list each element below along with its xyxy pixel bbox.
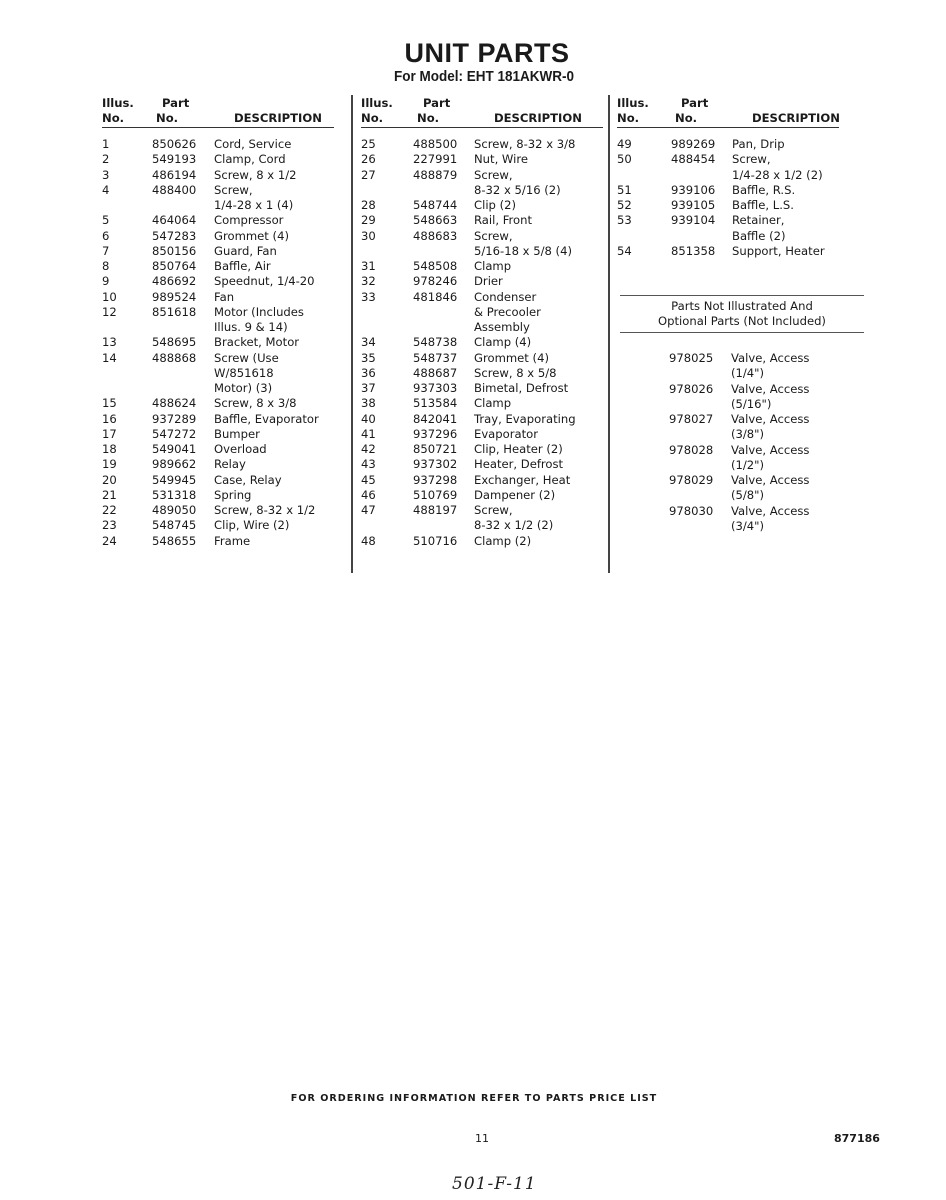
table-row xyxy=(102,412,334,427)
table-row xyxy=(102,457,334,472)
ordering-note: FOR ORDERING INFORMATION REFER TO PARTS PRICE LIST xyxy=(290,1093,658,1104)
illus-number: 3 xyxy=(102,167,110,182)
table-row xyxy=(361,259,603,274)
header-illus: Illus. xyxy=(617,96,649,110)
part-number: 549041 xyxy=(152,442,197,456)
part-description: & Precooler xyxy=(474,304,541,319)
illus-number: 32 xyxy=(361,274,376,289)
table-row xyxy=(361,473,603,488)
illus-number: 37 xyxy=(361,381,376,395)
table-row xyxy=(617,152,839,183)
table-row xyxy=(102,290,334,305)
part-description: Screw, 8 x 1/2 xyxy=(214,167,297,182)
part-number: 486194 xyxy=(152,167,197,182)
part-number: 548508 xyxy=(413,259,458,273)
header-part: Part xyxy=(423,96,451,110)
part-description: Support, Heater xyxy=(732,243,825,258)
column-divider xyxy=(608,95,610,573)
part-description: Condenser xyxy=(474,289,537,304)
illus-number: 4 xyxy=(102,182,110,197)
part-description: Relay xyxy=(214,457,246,472)
illus-number: 22 xyxy=(102,503,117,517)
header-part: Part xyxy=(162,96,190,110)
part-description: (5/8") xyxy=(731,488,765,503)
table-row xyxy=(361,412,603,427)
part-description: (3/4") xyxy=(731,518,765,533)
page-number: 11 xyxy=(475,1132,489,1145)
part-number: 486692 xyxy=(152,274,197,289)
illus-number: 46 xyxy=(361,487,376,502)
part-number: 548695 xyxy=(152,335,197,350)
part-number: 978026 xyxy=(669,381,714,396)
table-row xyxy=(361,274,603,289)
part-number: 549193 xyxy=(152,152,197,167)
part-number: 842041 xyxy=(413,411,458,426)
illus-number: 33 xyxy=(361,289,376,304)
table-row xyxy=(361,427,603,442)
part-number: 489050 xyxy=(152,503,197,517)
part-description: Motor) (3) xyxy=(214,381,273,395)
table-row xyxy=(361,457,603,472)
illus-number: 49 xyxy=(617,137,632,151)
heading-line: Parts Not Illustrated And xyxy=(671,299,813,313)
part-description: Valve, Access xyxy=(731,412,810,426)
illus-number: 24 xyxy=(102,533,117,548)
illus-number: 8 xyxy=(102,259,110,273)
illus-number: 19 xyxy=(102,457,117,472)
part-description: Assembly xyxy=(474,320,530,334)
part-description: Frame xyxy=(214,533,251,548)
part-number: 488500 xyxy=(413,137,458,151)
model-subtitle: For Model: EHT 181AKWR-0 xyxy=(393,68,574,85)
optional-parts-heading xyxy=(620,295,864,333)
illus-number: 1 xyxy=(102,137,110,151)
illus-number: 7 xyxy=(102,243,110,258)
table-row xyxy=(102,229,334,244)
part-description: Grommet (4) xyxy=(214,228,289,243)
illus-number: 50 xyxy=(617,152,632,167)
table-row xyxy=(102,396,334,411)
table-row xyxy=(361,381,603,396)
table-row xyxy=(361,290,603,336)
table-row xyxy=(361,168,603,199)
part-description: Speednut, 1/4-20 xyxy=(214,274,315,289)
illus-number: 30 xyxy=(361,228,376,243)
part-description: Dampener (2) xyxy=(474,487,556,502)
column-header xyxy=(361,96,603,130)
part-description: 1/4-28 x 1 (4) xyxy=(214,198,294,212)
divider xyxy=(620,332,864,333)
part-description: (5/16") xyxy=(731,396,772,411)
parts-list xyxy=(361,137,603,549)
part-number: 937302 xyxy=(413,457,458,472)
illus-number: 21 xyxy=(102,487,117,502)
illus-number: 43 xyxy=(361,457,376,472)
illus-number: 18 xyxy=(102,442,117,456)
illus-number: 29 xyxy=(361,213,376,228)
part-number: 978027 xyxy=(669,412,714,426)
illus-number: 15 xyxy=(102,396,117,411)
part-number: 978246 xyxy=(413,274,458,289)
illus-number: 23 xyxy=(102,518,117,533)
table-row xyxy=(102,473,334,488)
table-row xyxy=(102,244,334,259)
part-description: Baffle, L.S. xyxy=(732,198,794,212)
part-number: 488400 xyxy=(152,182,197,197)
part-description: Screw, 8 x 3/8 xyxy=(214,396,297,411)
part-description: Baffle, R.S. xyxy=(732,182,796,197)
part-description: Motor (Includes xyxy=(214,304,304,319)
part-description: Clip, Wire (2) xyxy=(214,518,290,533)
table-row xyxy=(361,137,603,152)
table-row xyxy=(102,305,334,336)
part-description: Cord, Service xyxy=(214,137,292,151)
part-number: 547272 xyxy=(152,426,197,441)
table-row xyxy=(361,335,603,350)
parts-column xyxy=(617,96,840,258)
illus-number: 38 xyxy=(361,396,376,411)
table-row xyxy=(102,427,334,442)
table-row xyxy=(361,152,603,167)
part-description: Heater, Defrost xyxy=(474,457,564,472)
part-description: Exchanger, Heat xyxy=(474,472,571,487)
part-number: 850626 xyxy=(152,137,197,151)
table-row xyxy=(102,518,334,533)
part-number: 548655 xyxy=(152,533,197,548)
column-header xyxy=(102,96,334,130)
illus-number: 51 xyxy=(617,182,632,197)
part-number: 850156 xyxy=(152,243,197,258)
illus-number: 42 xyxy=(361,442,376,456)
illus-number: 10 xyxy=(102,289,117,304)
parts-list xyxy=(617,137,839,259)
table-row xyxy=(102,213,334,228)
part-description: Screw, 8-32 x 1/2 xyxy=(214,503,316,517)
illus-number: 53 xyxy=(617,213,632,228)
illus-number: 17 xyxy=(102,426,117,441)
part-number: 937298 xyxy=(413,472,458,487)
illus-number: 14 xyxy=(102,350,117,365)
table-row xyxy=(102,351,334,397)
part-description: Valve, Access xyxy=(731,442,810,457)
header-illus-no: No. xyxy=(102,111,125,125)
header-part-no: No. xyxy=(156,111,179,125)
part-number: 488683 xyxy=(413,228,458,243)
heading-line: Optional Parts (Not Included) xyxy=(658,314,826,329)
part-number: 488687 xyxy=(413,365,458,380)
part-description: Nut, Wire xyxy=(474,152,529,167)
header-illus-no: No. xyxy=(361,111,384,125)
part-description: Screw, 8-32 x 3/8 xyxy=(474,137,576,151)
part-description: (3/8") xyxy=(731,427,765,442)
part-description: Bracket, Motor xyxy=(214,335,300,350)
header-underline xyxy=(617,127,839,128)
illus-number: 45 xyxy=(361,472,376,487)
part-number: 548737 xyxy=(413,350,458,365)
part-description: 5/16-18 x 5/8 (4) xyxy=(474,243,572,258)
part-number: 978030 xyxy=(669,503,714,518)
part-number: 939104 xyxy=(671,213,716,228)
part-number: 488197 xyxy=(413,503,458,517)
part-number: 488624 xyxy=(152,396,197,411)
part-number: 548663 xyxy=(413,213,458,228)
illus-number: 54 xyxy=(617,243,632,258)
part-description: Illus. 9 & 14) xyxy=(214,320,288,334)
table-row xyxy=(102,183,334,214)
part-description: 8-32 x 1/2 (2) xyxy=(474,518,554,533)
part-number: 510769 xyxy=(413,487,458,502)
part-description: Screw, xyxy=(474,167,513,182)
illus-number: 9 xyxy=(102,274,110,289)
illus-number: 13 xyxy=(102,335,117,350)
parts-column xyxy=(102,96,334,548)
part-description: Evaporator xyxy=(474,426,539,441)
part-number: 989524 xyxy=(152,289,197,304)
illus-number: 31 xyxy=(361,259,376,273)
illus-number: 12 xyxy=(102,304,117,319)
part-description: Valve, Access xyxy=(731,473,810,487)
part-description: Retainer, xyxy=(732,213,785,228)
part-description: Screw (Use xyxy=(214,350,279,365)
part-description: Case, Relay xyxy=(214,472,282,487)
illus-number: 25 xyxy=(361,137,376,151)
part-description: Baffle, Air xyxy=(214,259,271,273)
part-description: 1/4-28 x 1/2 (2) xyxy=(732,167,823,182)
illus-number: 16 xyxy=(102,411,117,426)
divider xyxy=(620,295,864,296)
part-description: Baffle (2) xyxy=(732,228,786,243)
part-description: Overload xyxy=(214,442,267,456)
illus-number: 41 xyxy=(361,426,376,441)
part-description: Clamp (4) xyxy=(474,335,532,350)
table-row xyxy=(102,488,334,503)
part-number: 481846 xyxy=(413,289,458,304)
part-description: Valve, Access xyxy=(731,381,810,396)
header-part-no: No. xyxy=(417,111,440,125)
part-description: Clamp (2) xyxy=(474,533,532,548)
header-illus: Illus. xyxy=(102,96,134,110)
header-underline xyxy=(361,127,603,128)
table-row xyxy=(361,488,603,503)
part-description: Screw, 8 x 5/8 xyxy=(474,365,557,380)
illus-number: 5 xyxy=(102,213,110,228)
illus-number: 20 xyxy=(102,472,117,487)
table-row xyxy=(102,137,334,152)
part-number: 488879 xyxy=(413,167,458,182)
table-row xyxy=(361,351,603,366)
table-row xyxy=(102,503,334,518)
part-description: Grommet (4) xyxy=(474,350,549,365)
illus-number: 26 xyxy=(361,152,376,167)
part-description: Clamp, Cord xyxy=(214,152,286,167)
table-row xyxy=(102,335,334,350)
part-number: 939105 xyxy=(671,198,716,212)
part-number: 939106 xyxy=(671,182,716,197)
illus-number: 35 xyxy=(361,350,376,365)
part-description: Clamp xyxy=(474,396,512,411)
part-description: Spring xyxy=(214,487,252,502)
part-number: 513584 xyxy=(413,396,458,411)
part-number: 488868 xyxy=(152,350,197,365)
table-row xyxy=(361,503,603,534)
part-number: 510716 xyxy=(413,533,458,548)
part-description: Valve, Access xyxy=(731,503,810,518)
part-description: Bumper xyxy=(214,426,260,441)
part-description: Drier xyxy=(474,274,503,289)
illus-number: 36 xyxy=(361,365,376,380)
header-part: Part xyxy=(681,96,709,110)
part-number: 937296 xyxy=(413,426,458,441)
table-row xyxy=(102,152,334,167)
part-number: 548744 xyxy=(413,198,458,212)
part-number: 488454 xyxy=(671,152,716,167)
column-divider xyxy=(351,95,353,573)
handwritten-note: 501-F-11 xyxy=(452,1174,537,1194)
table-row xyxy=(102,534,334,549)
illus-number: 52 xyxy=(617,198,632,212)
part-number: 548738 xyxy=(413,335,458,350)
part-description: Screw, xyxy=(214,182,253,197)
part-number: 850721 xyxy=(413,442,458,456)
illus-number: 40 xyxy=(361,411,376,426)
table-row xyxy=(102,259,334,274)
part-description: Clamp xyxy=(474,259,512,273)
table-row xyxy=(361,229,603,260)
part-number: 548745 xyxy=(152,518,197,533)
part-description: Screw, xyxy=(474,228,513,243)
illus-number: 2 xyxy=(102,152,110,167)
table-row xyxy=(617,244,839,259)
part-description: Baffle, Evaporator xyxy=(214,411,319,426)
part-description: Valve, Access xyxy=(731,351,810,365)
part-description: Guard, Fan xyxy=(214,243,277,258)
parts-column xyxy=(361,96,603,548)
illus-number: 6 xyxy=(102,228,110,243)
header-illus-no: No. xyxy=(617,111,640,125)
table-row xyxy=(361,534,603,549)
table-row xyxy=(617,183,839,198)
part-description: Clip, Heater (2) xyxy=(474,442,563,456)
part-number: 978029 xyxy=(669,473,714,487)
part-number: 549945 xyxy=(152,472,197,487)
part-description: Clip (2) xyxy=(474,198,517,212)
part-description: (1/2") xyxy=(731,457,765,472)
part-description: Rail, Front xyxy=(474,213,533,228)
part-number: 850764 xyxy=(152,259,197,273)
part-description: Bimetal, Defrost xyxy=(474,381,569,395)
illus-number: 34 xyxy=(361,335,376,350)
part-description: W/851618 xyxy=(214,365,274,380)
parts-list xyxy=(102,137,334,549)
table-row xyxy=(361,366,603,381)
table-row xyxy=(617,213,839,244)
part-number: 547283 xyxy=(152,228,197,243)
part-description: Fan xyxy=(214,289,235,304)
table-row xyxy=(617,137,839,152)
part-number: 937303 xyxy=(413,381,458,395)
part-number: 978025 xyxy=(669,351,714,365)
part-number: 227991 xyxy=(413,152,458,167)
part-number: 989662 xyxy=(152,457,197,472)
part-number: 464064 xyxy=(152,213,197,228)
illus-number: 47 xyxy=(361,503,376,517)
table-row xyxy=(102,442,334,457)
part-number: 851358 xyxy=(671,243,716,258)
header-underline xyxy=(102,127,334,128)
header-illus: Illus. xyxy=(361,96,393,110)
part-description: Compressor xyxy=(214,213,284,228)
table-row xyxy=(617,198,839,213)
page-title: UNIT PARTS xyxy=(404,38,570,68)
header-description: DESCRIPTION xyxy=(234,111,322,125)
part-description: 8-32 x 5/16 (2) xyxy=(474,182,561,197)
part-number: 531318 xyxy=(152,487,197,502)
table-row xyxy=(361,198,603,213)
part-number: 989269 xyxy=(671,137,716,151)
header-description: DESCRIPTION xyxy=(752,111,840,125)
column-header xyxy=(617,96,839,130)
part-number: 978028 xyxy=(669,442,714,457)
header-part-no: No. xyxy=(675,111,698,125)
illus-number: 28 xyxy=(361,198,376,212)
table-row xyxy=(102,168,334,183)
part-description: (1/4") xyxy=(731,366,765,381)
illus-number: 48 xyxy=(361,533,376,548)
part-number: 937289 xyxy=(152,411,197,426)
part-description: Pan, Drip xyxy=(732,137,785,151)
table-row xyxy=(361,213,603,228)
illus-number: 27 xyxy=(361,167,376,182)
part-number: 851618 xyxy=(152,304,197,319)
part-description: Screw, xyxy=(732,152,771,167)
table-row xyxy=(361,396,603,411)
part-description: Tray, Evaporating xyxy=(474,411,576,426)
header-description: DESCRIPTION xyxy=(494,111,582,125)
document-number: 877186 xyxy=(834,1132,880,1145)
table-row xyxy=(361,442,603,457)
part-description: Screw, xyxy=(474,503,513,517)
table-row xyxy=(102,274,334,289)
